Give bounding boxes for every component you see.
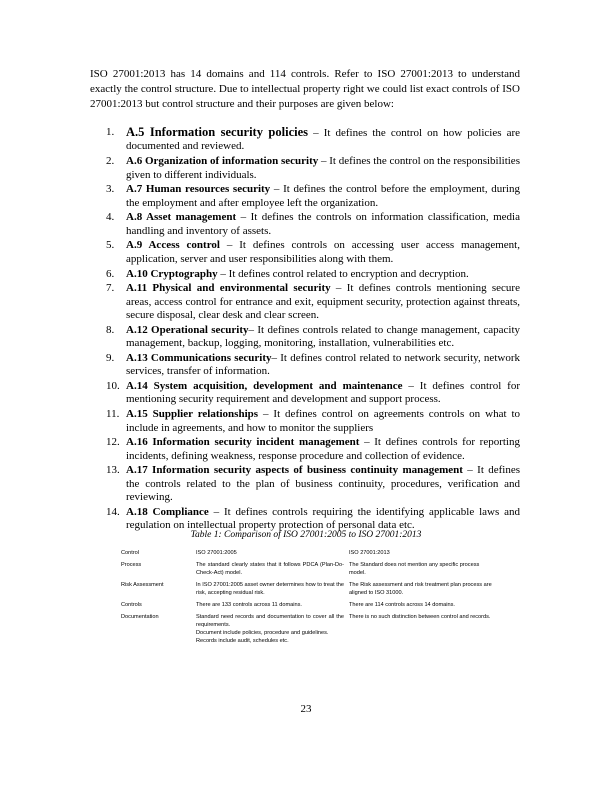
list-number: 6. (106, 267, 115, 280)
domain-title: A.9 Access control (126, 239, 220, 252)
list-number: 8. (106, 323, 115, 336)
domain-description: – It defines controls related to change management, capacity management, backup, logging, monitoring, installation, vulnerabilities etc. (126, 323, 521, 350)
header-cell: ISO 27001:2005 (196, 550, 237, 556)
domain-title: A.14 System acquisition, development and maintenance (126, 379, 403, 392)
domain-description: – It defines controls on accessing user access management, application, server and user responsibilities along with them. (126, 239, 520, 265)
list-number: 14. (106, 505, 120, 518)
table-cell: The Standard does not mention any specific process model. (349, 562, 480, 576)
header-cell: Control (121, 550, 140, 556)
list-number: 3. (106, 183, 115, 196)
row-label-cell: Risk Assessment (121, 582, 164, 588)
domain-title: A.13 Communications security (126, 351, 272, 364)
domain-description: – It defines control related to network security, network services, transfer of information. (126, 351, 520, 378)
list-number: 4. (106, 211, 115, 224)
list-item (106, 506, 520, 533)
list-item (106, 436, 520, 463)
list-item (106, 126, 520, 154)
domain-description: – It defines the control on how policies are documented and reviewed. (126, 127, 521, 153)
list-number: 1. (106, 126, 115, 138)
list-item (106, 239, 520, 266)
domain-description: – It defines the control before the employment, during the employment and after employee left the organization. (126, 183, 520, 209)
domain-title: A.8 Asset management (126, 211, 237, 224)
table-cell: Standard need records and documentation to cover all the requirements. Document include policies, procedure and guidelines. Records include audit, schedules etc. (196, 614, 344, 644)
row-label-cell: Controls (121, 602, 142, 608)
list-number: 12. (106, 436, 120, 449)
domain-title: A.12 Operational security (126, 323, 249, 336)
list-item (106, 282, 520, 322)
table-row (121, 601, 497, 613)
table-row (121, 561, 497, 581)
domain-title: A.15 Supplier relationships (126, 408, 259, 421)
list-item (106, 268, 520, 281)
header-cell: ISO 27001:2013 (349, 550, 390, 556)
list-number: 7. (106, 282, 115, 295)
domain-title: A.7 Human resources security (126, 183, 271, 196)
domain-description: – It defines the controls on information classification, media handling and inventory of assets. (126, 211, 520, 237)
domain-description: – It defines control related to encryption and decryption. (217, 267, 469, 280)
table-cell: In ISO 27001:2005 asset owner determines how to treat the risk, accepting residual risk. (196, 582, 345, 596)
domain-title: A.11 Physical and environmental security (126, 282, 331, 295)
row-label-cell: Process (121, 562, 142, 568)
list-number: 10. (106, 379, 120, 392)
table-cell: There are 133 controls across 11 domains. (196, 602, 302, 608)
list-item (106, 211, 520, 238)
list-number: 11. (106, 408, 120, 421)
intro-paragraph: ISO 27001:2013 has 14 domains and 114 controls. Refer to ISO 27001:2013 to understand exactly the control structure. Due to intellectual property right we could list exact controls of ISO 27001:2013 but control structure and their purposes are given below: (90, 68, 520, 110)
list-item (106, 464, 520, 504)
domain-list (106, 126, 520, 534)
domain-description: – It defines controls for reporting incidents, defining weakness, response procedure and collection of evidence. (126, 436, 520, 462)
domain-title: A.18 Compliance (126, 505, 209, 518)
row-label-cell: Documentation (121, 614, 159, 620)
list-number: 13. (106, 464, 120, 477)
domain-description: – It defines control on agreements controls on what to include in agreements, and how to monitor the suppliers (126, 408, 520, 434)
comparison-table (121, 549, 497, 649)
list-item (106, 324, 520, 351)
list-item (106, 155, 520, 182)
table-cell: The Risk assessment and risk treatment plan process are aligned to ISO 31000. (349, 582, 492, 596)
domain-description: – It defines controls mentioning secure areas, access control for entrance and exit, equipment security, protection against threats, secure disposal, clear desk and clear screen. (126, 282, 520, 322)
domain-title: A.5 Information security policies (126, 125, 309, 139)
page-number: 23 (300, 703, 312, 715)
table-cell: The standard clearly states that it follows PDCA (Plan-Do-Check-Act) model. (196, 562, 344, 576)
domain-title: A.6 Organization of information security (126, 155, 319, 168)
table-header-row (121, 549, 497, 561)
list-number: 2. (106, 155, 115, 168)
domain-title: A.10 Cryptography (126, 267, 218, 280)
list-item (106, 408, 520, 435)
list-item (106, 183, 520, 210)
domain-description: – It defines control for mentioning security requirement and development and support process. (126, 379, 520, 406)
table-cell: There is no such distinction between control and records. (349, 614, 491, 620)
domain-title: A.16 Information security incident management (126, 436, 360, 449)
domain-description: – It defines the controls related to the plan of business continuity, procedures, verification and reviewing. (126, 464, 520, 504)
table-cell: There are 114 controls across 14 domains. (349, 602, 455, 608)
list-number: 9. (106, 351, 115, 364)
domain-description: – It defines controls requiring the identifying applicable laws and regulation on intellectual property protection of personal data etc. (126, 505, 520, 532)
table-row (121, 581, 497, 601)
list-number: 5. (106, 239, 115, 252)
table-row (121, 613, 497, 649)
list-item (106, 380, 520, 407)
domain-description: – It defines the control on the responsibilities given to different individuals. (126, 155, 520, 181)
domain-title: A.17 Information security aspects of business continuity management (126, 464, 463, 477)
table-caption: Table 1: Comparison of ISO 27001:2005 to ISO 27001:2013 (190, 530, 422, 540)
list-item (106, 352, 520, 379)
